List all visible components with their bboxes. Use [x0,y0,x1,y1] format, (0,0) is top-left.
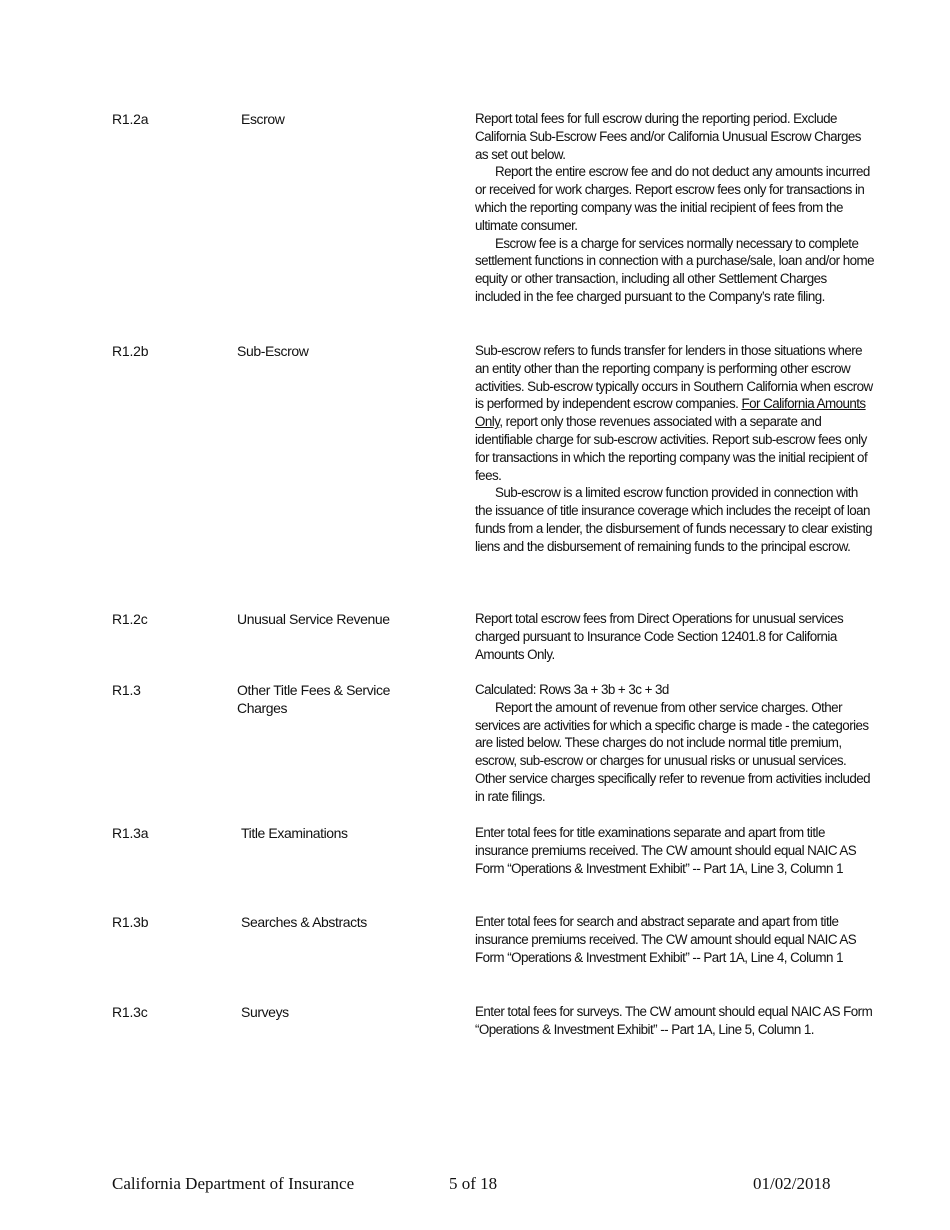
row-code: R1.2c [112,611,148,627]
description-paragraph: Enter total fees for search and abstract separate and apart from title insurance premiums received. The CW amount should equal NAIC AS Form “Operations & Investment Exhibit” -- Part 1A, Line 4, Column 1 [475,914,857,965]
row-label: Surveys [241,1004,289,1020]
row-code: R1.3a [112,825,149,841]
row-code: R1.2b [112,343,149,359]
row-label: Title Examinations [241,825,348,841]
description-paragraph: Report the entire escrow fee and do not deduct any amounts incurred or received for work charges. Report escrow fees only for transactions in which the reporting company was the initial recipient of fees from the ultimate consumer. [475,164,870,233]
footer-date: 01/02/2018 [753,1174,831,1193]
description-paragraph: Enter total fees for title examinations separate and apart from title insurance premiums received. The CW amount should equal NAIC AS Form “Operations & Investment Exhibit” -- Part 1A, Line 3, Column 1 [475,825,857,876]
description-paragraph: Calculated: Rows 3a + 3b + 3c + 3d [475,682,669,697]
row-description [475,824,875,877]
footer-organization: California Department of Insurance [112,1174,355,1193]
description-paragraph: Report the amount of revenue from other service charges. Other services are activities for which a specific charge is made - the categories are listed below. These charges do not include normal title premium, escrow, sub-escrow or charges for unusual risks or unusual services. Other service charges specifically refer to revenue from activities included in rate filings. [475,699,871,804]
row-description [475,913,875,966]
description-paragraph: Sub-escrow is a limited escrow function provided in connection with the issuance of title insurance coverage which includes the receipt of loan funds from a lender, the disbursement of funds necessary to clear existing liens and the disbursement of remaining funds to the principal escrow. [475,485,872,554]
row-label: Other Title Fees & Service Charges [237,682,390,716]
page-number: 5 of 18 [449,1174,498,1193]
row-code: R1.2a [112,111,149,127]
row-description [475,610,875,663]
description-paragraph: Report total fees for full escrow during the reporting period. Exclude California Sub-Escrow Fees and/or California Unusual Escrow Charges as set out below. [475,111,861,162]
row-description [475,1003,875,1039]
description-text: , report only those revenues associated with a separate and identifiable charge for sub-escrow activities. Report sub-escrow fees only for transactions in which the reporting company was the initial recipient of fees. [475,414,868,483]
row-description [475,110,875,306]
description-paragraph: Report total escrow fees from Direct Operations for unusual services charged pursuant to Insurance Code Section 12401.8 for California Amounts Only. [475,611,844,662]
row-code: R1.3 [112,682,141,698]
description-paragraph: Enter total fees for surveys. The CW amount should equal NAIC AS Form “Operations & Investment Exhibit” -- Part 1A, Line 5, Column 1. [475,1004,873,1037]
description-text: Sub-escrow refers to funds transfer for lenders in those situations where an entity other than the reporting company is performing other escrow activities. Sub-escrow typically occurs in Southern California when escrow is performed by independent escrow companies. [475,343,873,412]
page-footer [0,1173,950,1195]
row-label: Sub-Escrow [237,343,309,359]
row-description [475,681,875,806]
row-label: Escrow [241,111,285,127]
underlined-text: For California Amounts Only [475,396,866,430]
row-code: R1.3b [112,914,149,930]
row-label: Searches & Abstracts [241,914,367,930]
row-description [475,342,875,556]
row-label: Unusual Service Revenue [237,611,390,627]
description-paragraph: Escrow fee is a charge for services normally necessary to complete settlement functions in connection with a purchase/sale, loan and/or home equity or other transaction, including all other Settlement Charges included in the fee charged pursuant to the Company’s rate filing. [475,235,875,304]
row-code: R1.3c [112,1004,148,1020]
description-paragraph [475,342,875,484]
